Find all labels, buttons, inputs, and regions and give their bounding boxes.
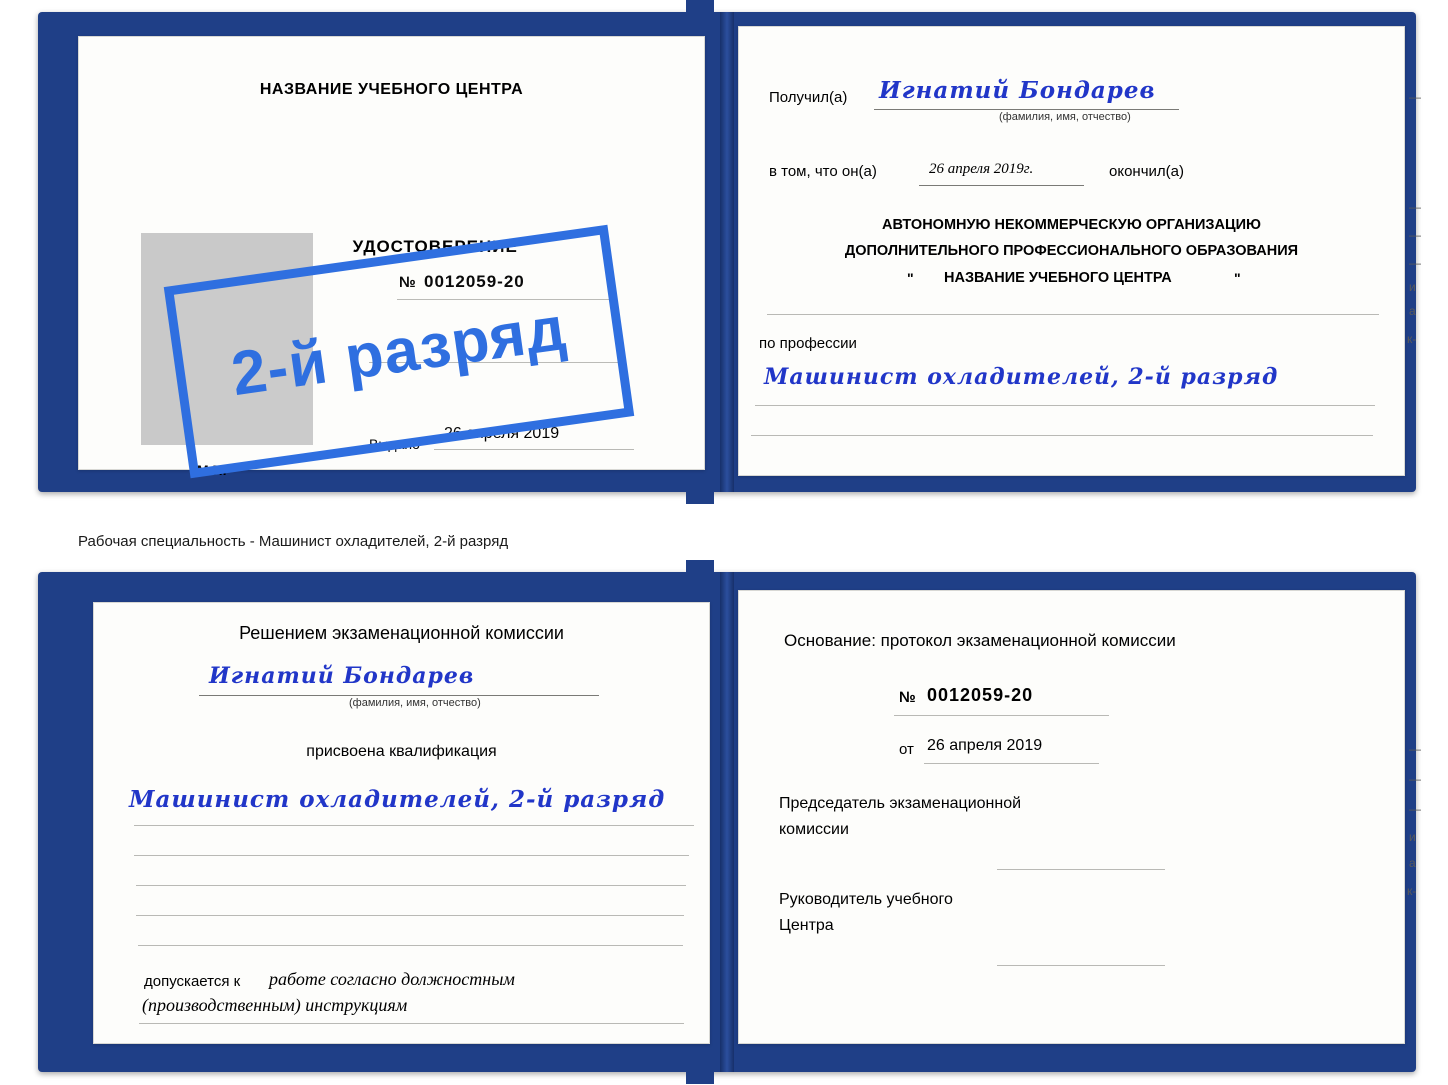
qual-rule-2 (134, 855, 689, 856)
fio-hint: (фамилия, имя, отчество) (999, 111, 1131, 123)
head-line-1: Руководитель учебного (779, 891, 953, 908)
name-rule (199, 695, 599, 696)
protocol-rule (894, 715, 1109, 716)
head-line-2: Центра (779, 917, 834, 934)
quote-close: " (1234, 270, 1241, 286)
certificate-number: 0012059-20 (424, 272, 525, 291)
from-date: 26 апреля 2019 (927, 737, 1043, 754)
received-rule (874, 109, 1179, 110)
finish-date: 26 апреля 2019г. (929, 161, 1034, 177)
organization-line-2: ДОПОЛНИТЕЛЬНОГО ПРОФЕССИОНАЛЬНОГО ОБРАЗОВАНИЯ (844, 243, 1299, 259)
date-rule (919, 185, 1084, 186)
bottom-right-page (738, 590, 1405, 1044)
edge-text: — (1409, 742, 1421, 756)
received-label: Получил(а) (769, 89, 848, 106)
assigned-label: присвоена квалификация (306, 743, 497, 760)
chairman-line-2: комиссии (779, 821, 849, 838)
quote-open: " (907, 270, 914, 286)
edge-text: — (1409, 200, 1421, 214)
edge-text: к- (1407, 884, 1417, 898)
edge-text: — (1409, 802, 1421, 816)
protocol-number: 0012059-20 (927, 685, 1034, 705)
qual-rule-3 (136, 885, 686, 886)
watermark: 2-й разряд (164, 225, 635, 478)
edge-text: к- (1407, 332, 1417, 346)
qual-rule-1 (134, 825, 694, 826)
issued-date: 26 апреля 2019 (444, 425, 560, 442)
edge-text: — (1409, 256, 1421, 270)
edge-text: и (1409, 830, 1416, 844)
profession-value: Машинист охладителей, 2-й разряд (764, 364, 1279, 390)
organization-name: НАЗВАНИЕ УЧЕБНОГО ЦЕНТРА (944, 270, 1172, 286)
admitted-label: допускается к (144, 973, 241, 990)
protocol-number-label: № (899, 689, 916, 706)
received-name: Игнатий Бондарев (879, 77, 1156, 104)
edge-text: а (1409, 856, 1416, 870)
org-rule-1 (767, 314, 1379, 315)
qual-rule-5 (138, 945, 683, 946)
from-label: от (899, 741, 914, 758)
head-signature-rule (997, 965, 1165, 966)
profession-rule (755, 405, 1375, 406)
edge-text: а (1409, 304, 1416, 318)
fio-hint: (фамилия, имя, отчество) (349, 697, 481, 709)
in-that-label: в том, что он(а) (769, 163, 877, 180)
edge-text: — (1409, 90, 1421, 104)
book-tab (686, 488, 714, 504)
book-tab (686, 560, 714, 576)
edge-text: — (1409, 772, 1421, 786)
certificate-book-bottom (38, 572, 1421, 1072)
student-name: Игнатий Бондарев (209, 663, 475, 689)
edge-text: — (1409, 228, 1421, 242)
document-title: УДОСТОВЕРЕНИЕ (352, 237, 518, 256)
bottom-left-page (93, 602, 710, 1044)
profession-label: по профессии (759, 335, 857, 352)
qual-rule-4 (136, 915, 684, 916)
chairman-line-1: Председатель экзаменационной (779, 795, 1022, 812)
finished-label: окончил(а) (1109, 163, 1184, 180)
page-caption: Рабочая специальность - Машинист охладителей, 2-й разряд (78, 533, 509, 550)
decision-title: Решением экзаменационной комиссии (239, 623, 564, 643)
organization-line-1: АВТОНОМНУЮ НЕКОММЕРЧЕСКУЮ ОРГАНИЗАЦИЮ (882, 217, 1261, 233)
basis-label: Основание: протокол экзаменационной комиссии (784, 631, 1176, 650)
stamp-label: М.П. (197, 462, 227, 478)
edge-text: и (1409, 280, 1416, 294)
book-tab (686, 1068, 714, 1084)
number-label: № (399, 274, 416, 291)
admitted-value: работе согласно должностным (269, 969, 515, 989)
blank-rule-2 (751, 435, 1373, 436)
book-tab (686, 0, 714, 16)
admitted-value-2: (производственным) инструкциям (142, 995, 408, 1015)
issued-label: Выдано (369, 436, 420, 452)
qualification-value: Машинист охладителей, 2-й разряд (129, 786, 666, 813)
chairman-signature-rule (997, 869, 1165, 870)
training-center-name: НАЗВАНИЕ УЧЕБНОГО ЦЕНТРА (259, 81, 524, 98)
from-rule (924, 763, 1099, 764)
top-right-page (738, 26, 1405, 476)
admitted-rule (139, 1023, 684, 1024)
issued-rule (434, 449, 634, 450)
